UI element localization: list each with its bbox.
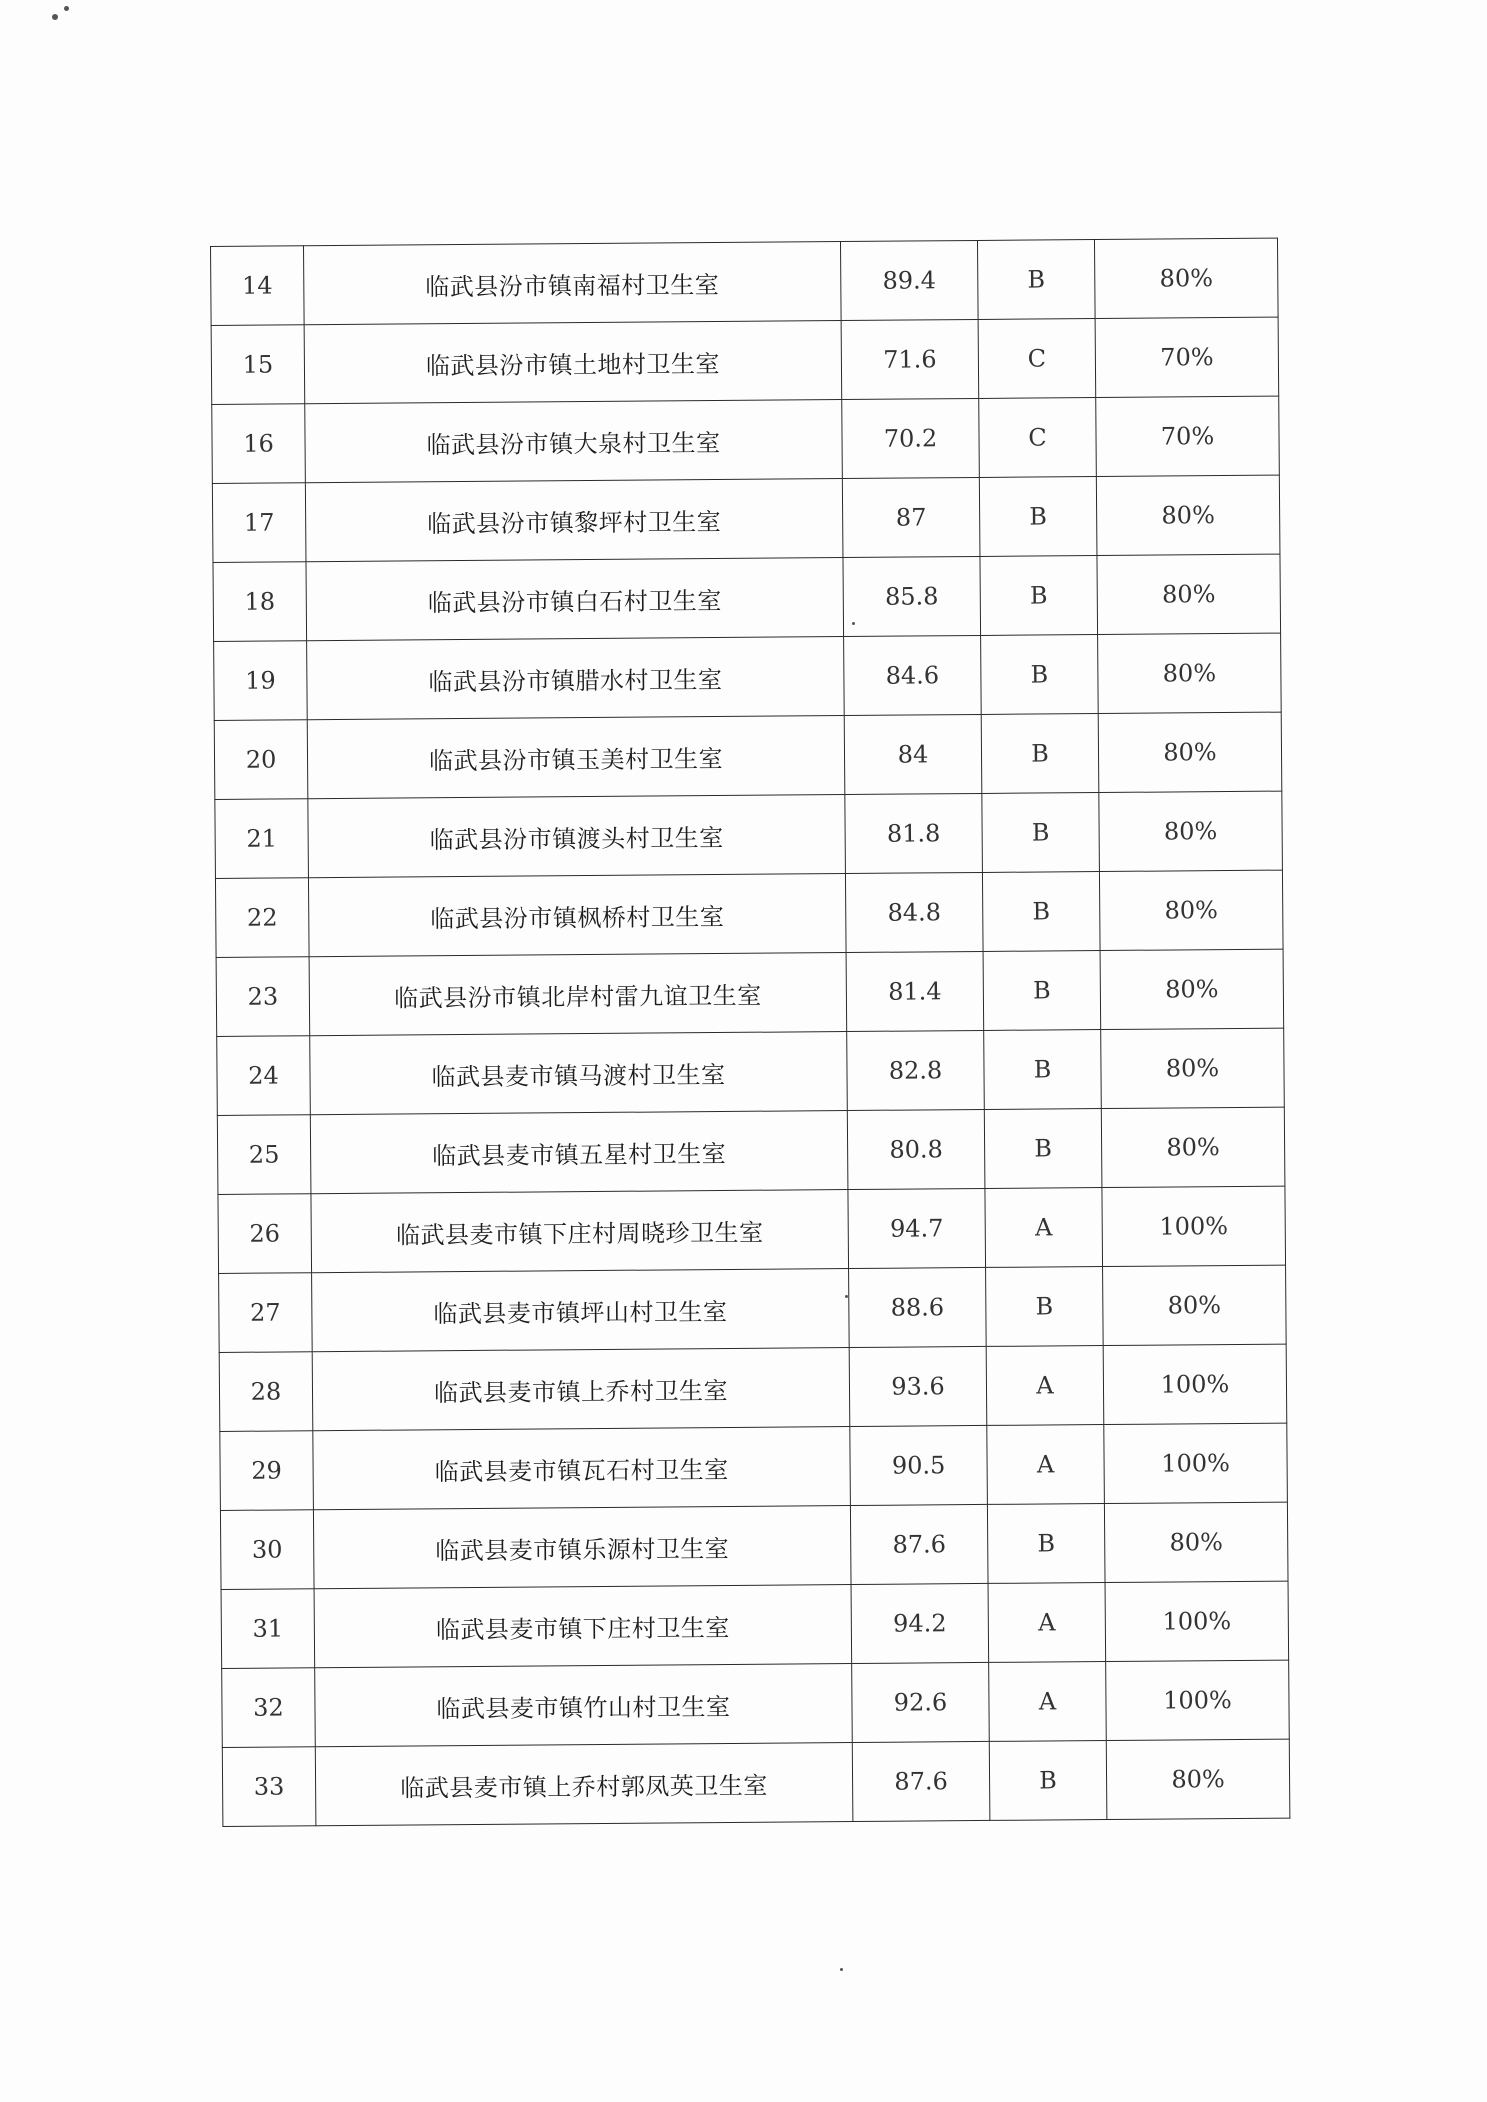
clinic-name: 临武县麦市镇瓦石村卫生室 bbox=[313, 1427, 851, 1510]
ratio-value: 80% bbox=[1103, 1265, 1287, 1345]
row-number: 19 bbox=[214, 641, 308, 721]
score-value: 82.8 bbox=[847, 1030, 985, 1110]
clinic-score-table bbox=[210, 238, 1290, 1827]
score-value: 84.8 bbox=[845, 872, 983, 952]
grade-value: B bbox=[983, 951, 1101, 1031]
row-number: 27 bbox=[219, 1273, 313, 1353]
scan-speck bbox=[52, 14, 58, 20]
clinic-name: 临武县麦市镇竹山村卫生室 bbox=[315, 1664, 853, 1747]
table-row bbox=[218, 1186, 1286, 1273]
grade-value: B bbox=[979, 477, 1097, 557]
clinic-name: 临武县汾市镇枫桥村卫生室 bbox=[308, 874, 846, 957]
table-row bbox=[212, 475, 1280, 562]
row-number: 15 bbox=[211, 325, 305, 405]
clinic-name: 临武县麦市镇马渡村卫生室 bbox=[310, 1032, 848, 1115]
clinic-name: 临武县汾市镇大泉村卫生室 bbox=[305, 400, 843, 483]
ratio-value: 70% bbox=[1096, 396, 1280, 476]
row-number: 28 bbox=[219, 1352, 313, 1432]
grade-value: B bbox=[987, 1504, 1105, 1584]
score-value: 80.8 bbox=[847, 1109, 985, 1189]
grade-value: A bbox=[988, 1583, 1106, 1663]
grade-value: B bbox=[982, 872, 1100, 952]
clinic-name: 临武县汾市镇腊水村卫生室 bbox=[307, 637, 845, 720]
ratio-value: 100% bbox=[1106, 1660, 1290, 1740]
table-row bbox=[217, 1028, 1285, 1115]
ratio-value: 80% bbox=[1100, 949, 1284, 1029]
clinic-name: 临武县麦市镇乐源村卫生室 bbox=[313, 1506, 851, 1589]
table-body bbox=[211, 238, 1290, 1826]
row-number: 16 bbox=[212, 404, 306, 484]
clinic-name: 临武县汾市镇南福村卫生室 bbox=[304, 242, 842, 325]
ratio-value: 80% bbox=[1106, 1739, 1290, 1819]
table-row bbox=[217, 1107, 1285, 1194]
table-row bbox=[220, 1502, 1288, 1589]
ratio-value: 80% bbox=[1099, 791, 1283, 871]
score-value: 71.6 bbox=[841, 319, 979, 399]
table-row bbox=[211, 317, 1279, 404]
clinic-name: 临武县汾市镇土地村卫生室 bbox=[304, 321, 842, 404]
scan-speck bbox=[64, 6, 69, 11]
table-row bbox=[221, 1581, 1289, 1668]
clinic-name: 临武县麦市镇上乔村郭凤英卫生室 bbox=[315, 1743, 853, 1826]
row-number: 18 bbox=[213, 562, 307, 642]
grade-value: B bbox=[977, 240, 1095, 320]
row-number: 22 bbox=[215, 878, 309, 958]
score-value: 88.6 bbox=[849, 1267, 987, 1347]
score-value: 81.8 bbox=[845, 793, 983, 873]
table-row bbox=[215, 791, 1283, 878]
table-row bbox=[219, 1344, 1287, 1431]
clinic-name: 临武县麦市镇下庄村卫生室 bbox=[314, 1585, 852, 1668]
grade-value: A bbox=[989, 1662, 1107, 1742]
ratio-value: 80% bbox=[1099, 870, 1283, 950]
ratio-value: 80% bbox=[1101, 1107, 1285, 1187]
row-number: 30 bbox=[220, 1510, 314, 1590]
row-number: 26 bbox=[218, 1194, 312, 1274]
table-row bbox=[211, 238, 1279, 325]
score-value: 90.5 bbox=[850, 1425, 988, 1505]
table-row bbox=[213, 554, 1281, 641]
ratio-value: 100% bbox=[1102, 1186, 1286, 1266]
table-row bbox=[222, 1660, 1290, 1747]
grade-value: B bbox=[980, 556, 1098, 636]
row-number: 32 bbox=[222, 1668, 316, 1748]
score-value: 93.6 bbox=[849, 1346, 987, 1426]
grade-value: B bbox=[981, 714, 1099, 794]
row-number: 24 bbox=[217, 1036, 311, 1116]
score-value: 70.2 bbox=[842, 398, 980, 478]
ratio-value: 80% bbox=[1094, 238, 1278, 318]
row-number: 14 bbox=[211, 246, 305, 326]
ratio-value: 100% bbox=[1105, 1581, 1289, 1661]
table-row bbox=[215, 870, 1283, 957]
grade-value: A bbox=[985, 1188, 1103, 1268]
ratio-value: 80% bbox=[1098, 712, 1282, 792]
table-row bbox=[222, 1739, 1290, 1826]
row-number: 21 bbox=[215, 799, 309, 879]
score-value: 89.4 bbox=[840, 240, 978, 320]
clinic-name: 临武县汾市镇黎坪村卫生室 bbox=[305, 479, 843, 562]
grade-value: B bbox=[986, 1267, 1104, 1347]
score-value: 84 bbox=[844, 714, 982, 794]
ratio-value: 100% bbox=[1104, 1423, 1288, 1503]
ratio-value: 80% bbox=[1096, 475, 1280, 555]
clinic-name: 临武县麦市镇坪山村卫生室 bbox=[312, 1269, 850, 1352]
score-value: 94.2 bbox=[851, 1583, 989, 1663]
row-number: 20 bbox=[214, 720, 308, 800]
grade-value: B bbox=[984, 1109, 1102, 1189]
score-value: 87.6 bbox=[850, 1504, 988, 1584]
grade-value: B bbox=[982, 793, 1100, 873]
grade-value: B bbox=[984, 1030, 1102, 1110]
table-row bbox=[214, 712, 1282, 799]
grade-value: B bbox=[981, 635, 1099, 715]
ratio-value: 100% bbox=[1103, 1344, 1287, 1424]
grade-value: B bbox=[989, 1741, 1107, 1821]
table-row bbox=[220, 1423, 1288, 1510]
scan-speck bbox=[840, 1968, 843, 1971]
row-number: 29 bbox=[220, 1431, 314, 1511]
table-row bbox=[216, 949, 1284, 1036]
table-row bbox=[214, 633, 1282, 720]
ratio-value: 70% bbox=[1095, 317, 1279, 397]
clinic-name: 临武县汾市镇白石村卫生室 bbox=[306, 558, 844, 641]
score-value: 87 bbox=[842, 477, 980, 557]
clinic-name: 临武县麦市镇五星村卫生室 bbox=[310, 1111, 848, 1194]
clinic-name: 临武县汾市镇玉美村卫生室 bbox=[307, 716, 845, 799]
ratio-value: 80% bbox=[1098, 633, 1282, 713]
score-value: 92.6 bbox=[852, 1662, 990, 1742]
clinic-name: 临武县汾市镇渡头村卫生室 bbox=[308, 795, 846, 878]
score-value: 85.8 bbox=[843, 556, 981, 636]
clinic-name: 临武县麦市镇上乔村卫生室 bbox=[312, 1348, 850, 1431]
row-number: 25 bbox=[217, 1115, 311, 1195]
grade-value: A bbox=[986, 1346, 1104, 1426]
grade-value: A bbox=[987, 1425, 1105, 1505]
score-value: 94.7 bbox=[848, 1188, 986, 1268]
row-number: 31 bbox=[221, 1589, 315, 1669]
score-value: 84.6 bbox=[844, 635, 982, 715]
ratio-value: 80% bbox=[1104, 1502, 1288, 1582]
grade-value: C bbox=[978, 319, 1096, 399]
table-row bbox=[212, 396, 1280, 483]
row-number: 33 bbox=[222, 1747, 316, 1827]
clinic-name: 临武县汾市镇北岸村雷九谊卫生室 bbox=[309, 953, 847, 1036]
grade-value: C bbox=[979, 398, 1097, 478]
table-row bbox=[219, 1265, 1287, 1352]
row-number: 17 bbox=[212, 483, 306, 563]
clinic-name: 临武县麦市镇下庄村周晓珍卫生室 bbox=[311, 1190, 849, 1273]
score-value: 87.6 bbox=[852, 1741, 990, 1821]
row-number: 23 bbox=[216, 957, 310, 1037]
ratio-value: 80% bbox=[1097, 554, 1281, 634]
ratio-value: 80% bbox=[1101, 1028, 1285, 1108]
score-value: 81.4 bbox=[846, 951, 984, 1031]
